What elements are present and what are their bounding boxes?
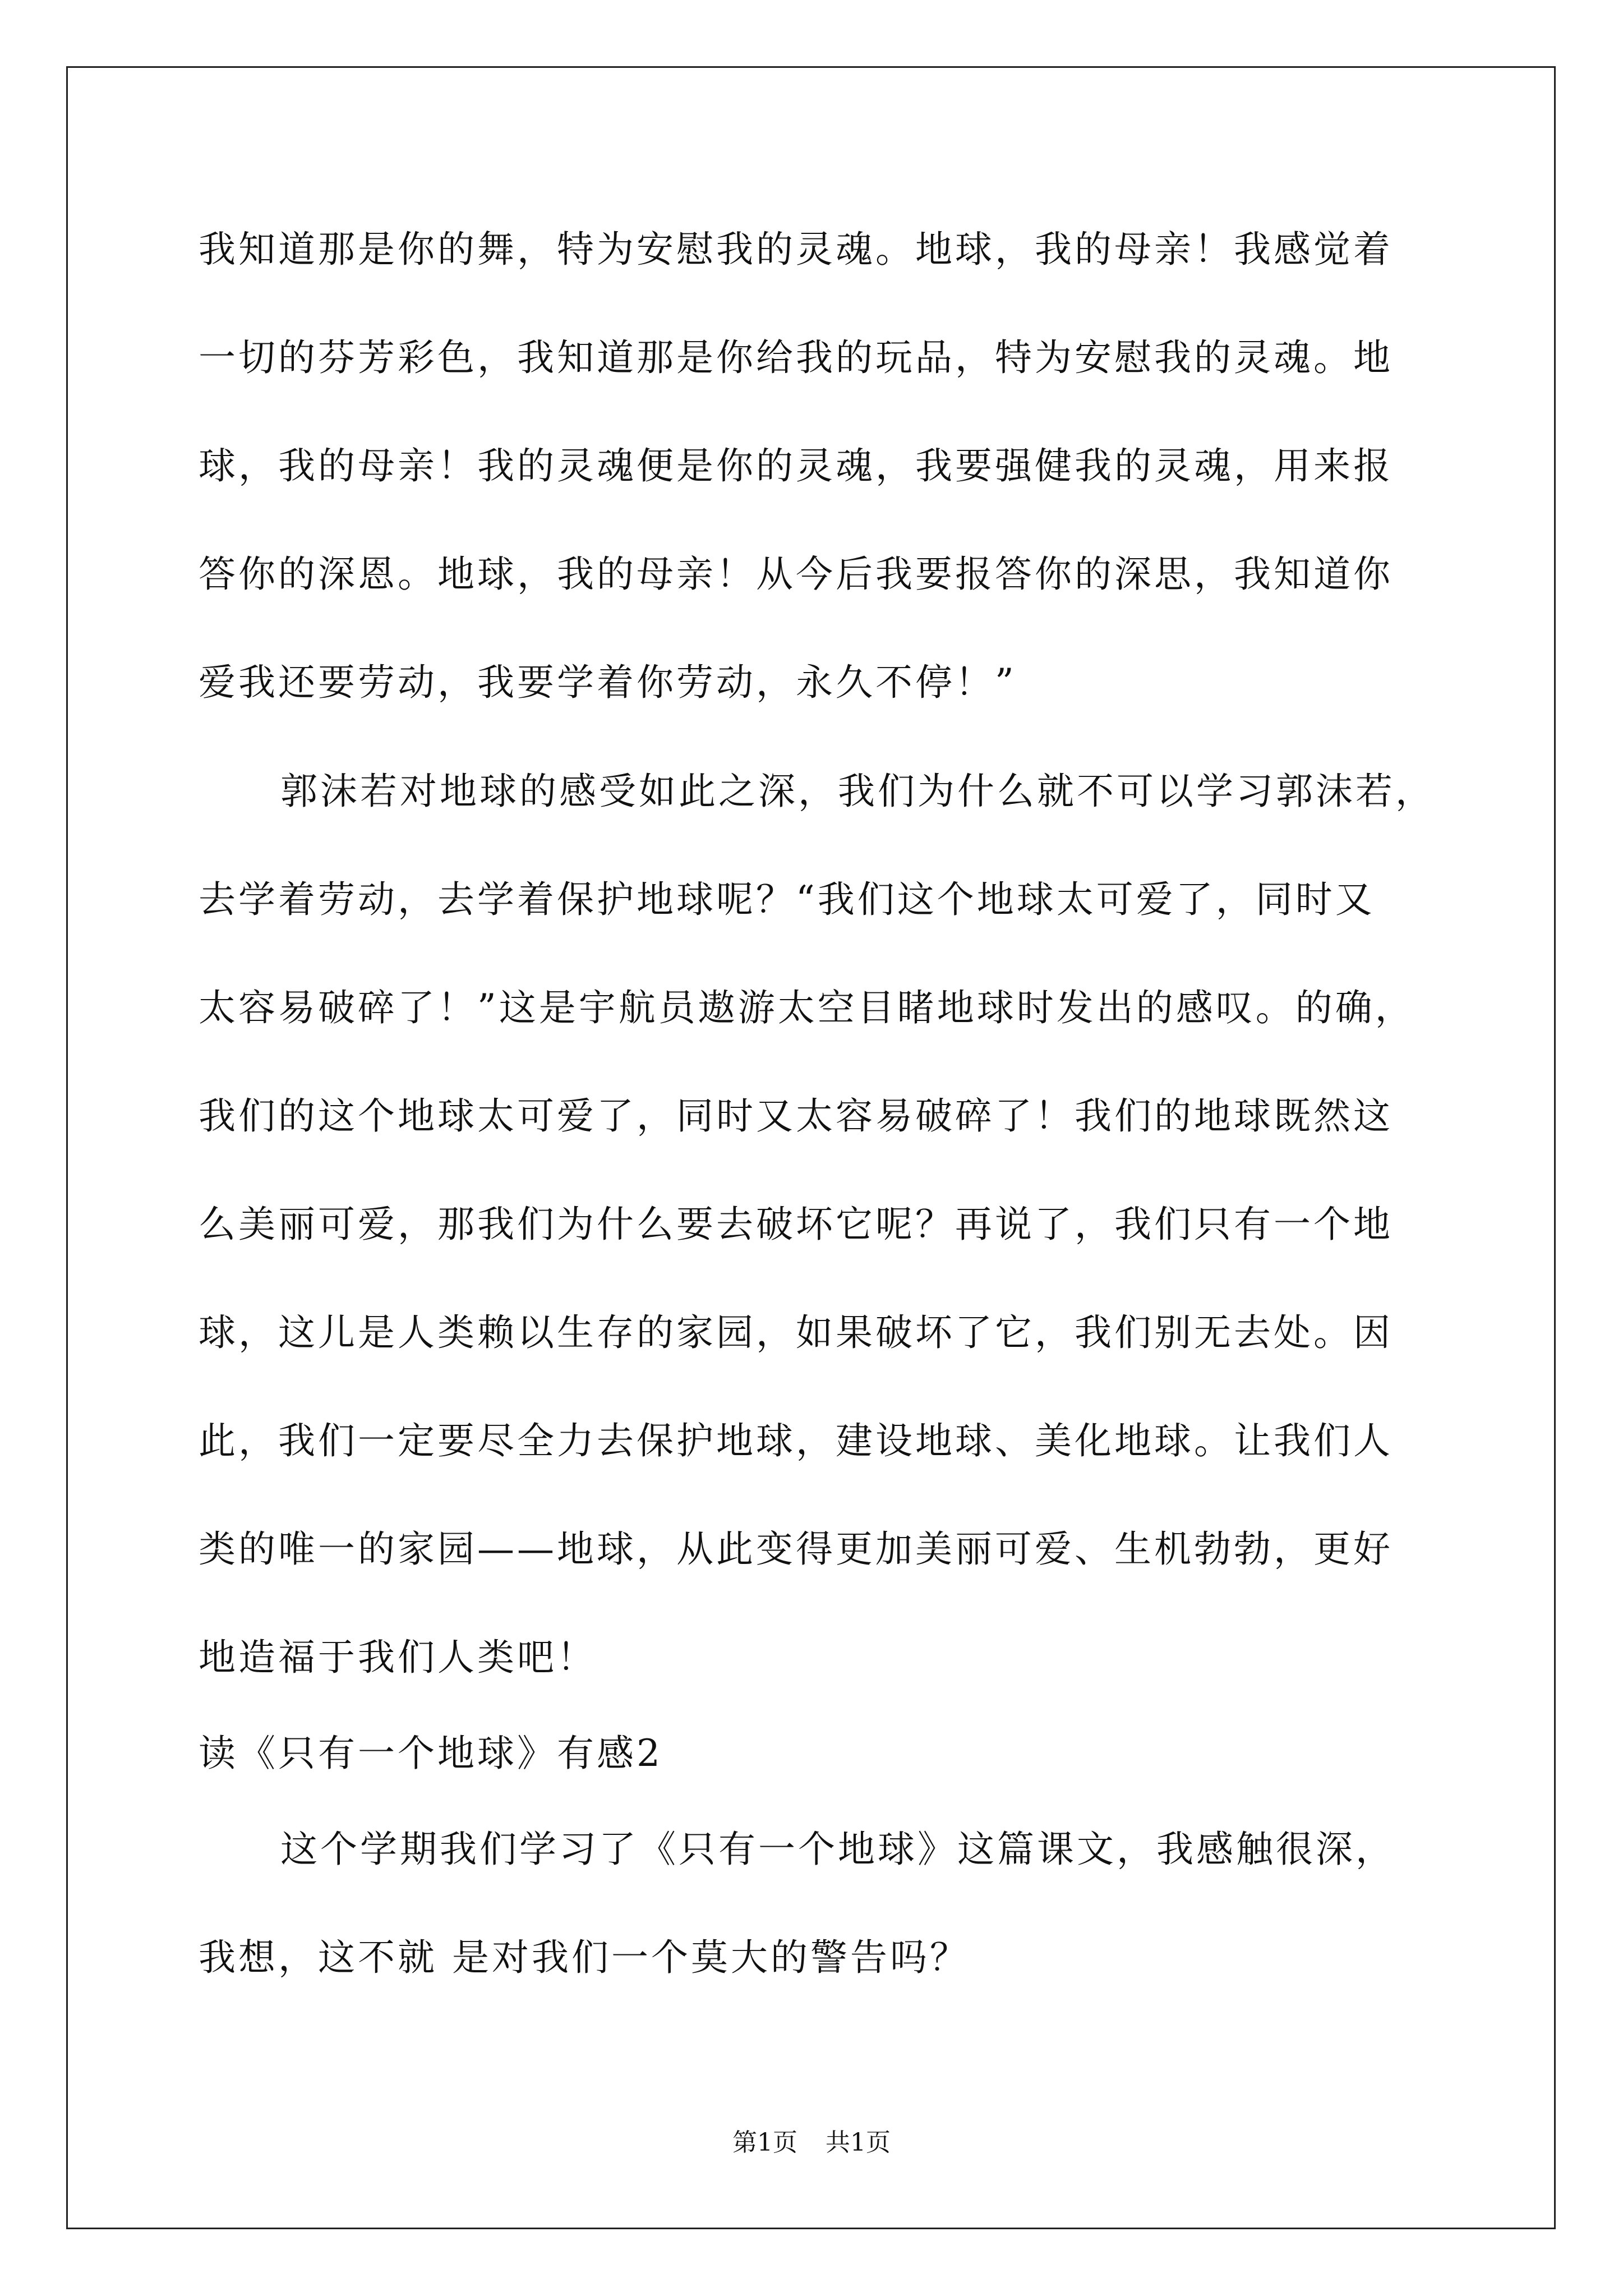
paragraph-2-line-9: 地造福于我们人类吧！ — [199, 1636, 597, 1679]
paragraph-1-line-4: 答你的深恩。地球，我的母亲！从今后我要报答你的深思，我知道你 — [199, 553, 1393, 596]
paragraph-2-line-4: 我们的这个地球太可爱了，同时又太容易破碎了！我们的地球既然这 — [199, 1094, 1393, 1138]
paragraph-2-line-2: 去学着劳动，去学着保护地球呢？“我们这个地球太可爱了，同时又 — [199, 878, 1375, 921]
page-border — [66, 66, 1556, 2229]
paragraph-2-line-1: 郭沫若对地球的感受如此之深，我们为什么就不可以学习郭沫若， — [280, 770, 1435, 813]
paragraph-2-line-8: 类的唯一的家园——地球，从此变得更加美丽可爱、生机勃勃，更好 — [199, 1527, 1393, 1571]
page-number-total: 共1页 — [826, 2128, 891, 2157]
page-footer — [0, 2126, 1623, 2160]
section-heading: 读《只有一个地球》有感2 — [199, 1732, 663, 1775]
paragraph-1-line-1: 我知道那是你的舞，特为安慰我的灵魂。地球，我的母亲！我感觉着 — [199, 228, 1393, 271]
paragraph-2-line-5: 么美丽可爱，那我们为什么要去破坏它呢？再说了，我们只有一个地 — [199, 1203, 1393, 1246]
paragraph-3-line-2: 我想，这不就 是对我们一个莫大的警告吗？ — [199, 1936, 970, 1979]
page-number-current: 第1页 — [732, 2128, 797, 2157]
paragraph-1-line-2: 一切的芬芳彩色，我知道那是你给我的玩品，特为安慰我的灵魂。地 — [199, 336, 1393, 379]
paragraph-2-line-6: 球，这儿是人类赖以生存的家园，如果破坏了它，我们别无去处。因 — [199, 1311, 1393, 1354]
paragraph-2-line-7: 此，我们一定要尽全力去保护地球，建设地球、美化地球。让我们人 — [199, 1419, 1393, 1462]
paragraph-3-line-1: 这个学期我们学习了《只有一个地球》这篇课文，我感触很深， — [280, 1828, 1395, 1871]
paragraph-2-line-3: 太容易破碎了！”这是宇航员遨游太空目睹地球时发出的感叹。的确， — [199, 986, 1415, 1029]
paragraph-1-line-3: 球，我的母亲！我的灵魂便是你的灵魂，我要强健我的灵魂，用来报 — [199, 444, 1393, 487]
paragraph-1-line-5: 爱我还要劳动，我要学着你劳动，永久不停！” — [199, 661, 1017, 704]
